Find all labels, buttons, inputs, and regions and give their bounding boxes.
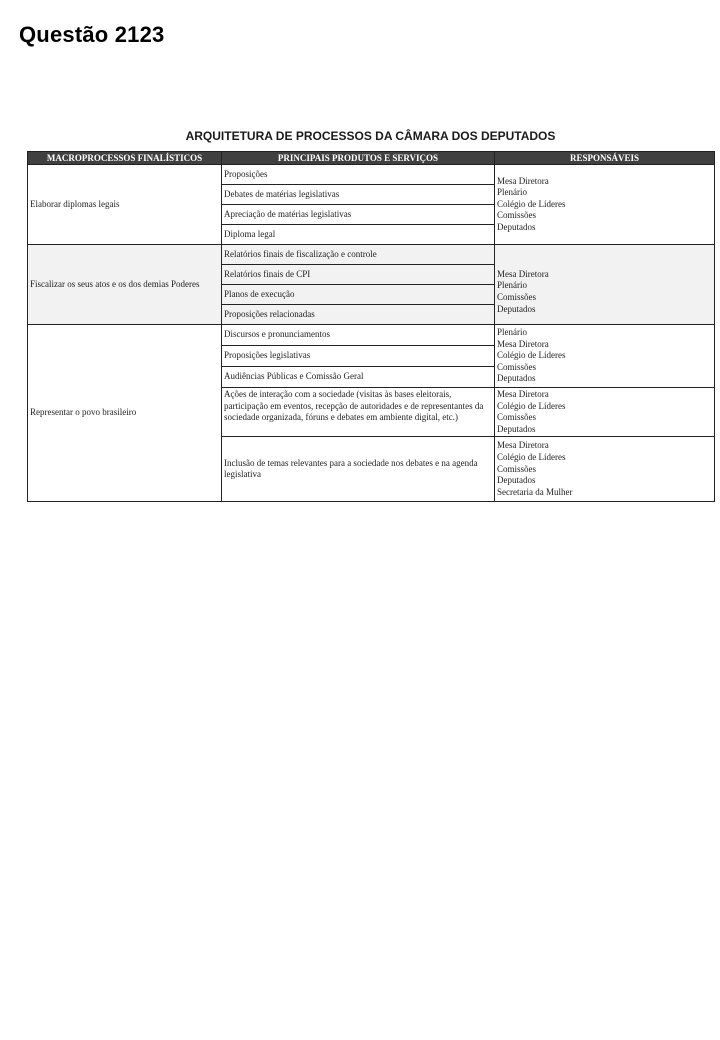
responsible-item: Colégio de Líderes [497, 350, 566, 361]
product-cell: Planos de execução [222, 285, 495, 305]
document-title: ARQUITETURA DE PROCESSOS DA CÂMARA DOS DEPUTADOS [185, 129, 556, 143]
responsible-item: Plenário [497, 187, 527, 198]
responsible-item: Comissões [497, 292, 537, 302]
product-cell: Relatórios finais de fiscalização e controle [222, 245, 495, 265]
responsibles-cell [495, 437, 715, 502]
table-row [28, 245, 715, 265]
responsibles-cell [495, 388, 715, 437]
product-cell: Inclusão de temas relevantes para a sociedade nos debates e na agenda legislativa [222, 437, 495, 502]
column-header-responsibles: RESPONSÁVEIS [495, 152, 715, 165]
responsible-item: Plenário [497, 280, 527, 291]
product-cell: Proposições legislativas [222, 346, 495, 367]
responsible-item: Comissões [497, 361, 537, 372]
product-cell: Debates de matérias legislativas [222, 185, 495, 205]
product-cell: Audiências Públicas e Comissão Geral [222, 367, 495, 388]
responsible-item: Plenário [497, 327, 527, 338]
product-cell: Proposições relacionadas [222, 305, 495, 325]
table-row [28, 165, 715, 185]
product-cell: Ações de interação com a sociedade (visitas às bases eleitorais, participação em eventos, recepção de autoridades e de representantes da sociedade organizada, fóruns e debates em ambiente digital, etc.) [222, 388, 495, 437]
responsible-item: Comissões [497, 463, 537, 474]
responsible-item: Mesa Diretora [497, 338, 549, 349]
responsible-item: Mesa Diretora [497, 175, 549, 186]
responsible-item: Deputados [497, 423, 536, 434]
product-cell: Apreciação de matérias legislativas [222, 205, 495, 225]
responsible-item: Deputados [497, 475, 536, 486]
responsible-item: Colégio de Líderes [497, 400, 566, 411]
product-cell: Proposições [222, 165, 495, 185]
responsible-item: Mesa Diretora [497, 389, 549, 399]
product-cell: Relatórios finais de CPI [222, 265, 495, 285]
responsible-item: Mesa Diretora [497, 440, 549, 451]
responsible-item: Colégio de Líderes [497, 198, 566, 209]
macroprocess-cell: Elaborar diplomas legais [28, 165, 222, 245]
table-header-row [28, 152, 715, 165]
responsibles-cell [495, 325, 715, 388]
process-architecture-table [27, 151, 715, 502]
responsible-item: Mesa Diretora [497, 268, 549, 279]
column-header-products: PRINCIPAIS PRODUTOS E SERVIÇOS [222, 152, 495, 165]
macroprocess-cell: Fiscalizar os seus atos e os dos demias Poderes [28, 245, 222, 325]
responsible-item: Deputados [497, 221, 536, 232]
column-header-macroprocesses: MACROPROCESSOS FINALÍSTICOS [28, 152, 222, 165]
question-title: Questão 2123 [19, 22, 165, 47]
responsible-item: Secretaria da Mulher [497, 486, 573, 497]
responsibles-cell [495, 165, 715, 245]
responsibles-cell [495, 245, 715, 325]
product-cell: Diploma legal [222, 225, 495, 245]
product-cell: Discursos e pronunciamentos [222, 325, 495, 346]
responsible-item: Deputados [497, 303, 536, 314]
responsible-item: Deputados [497, 373, 536, 384]
responsible-item: Comissões [497, 412, 537, 423]
responsible-item: Comissões [497, 210, 537, 221]
responsible-item: Colégio de Líderes [497, 451, 566, 462]
macroprocess-cell: Representar o povo brasileiro [28, 325, 222, 502]
table-row [28, 325, 715, 346]
